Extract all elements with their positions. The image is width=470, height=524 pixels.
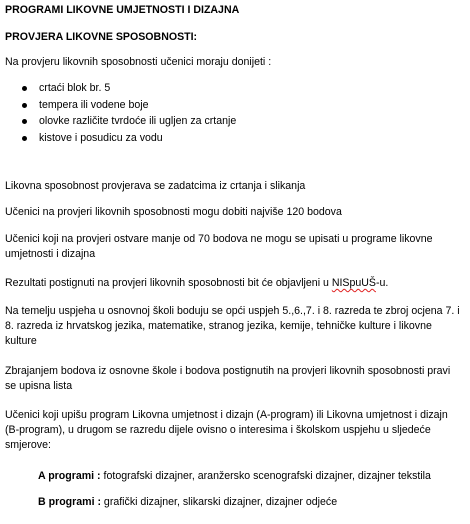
program-a-line: A programi : fotografski dizajner, aranžersko scenografski dizajner, dizajner tekstila (38, 470, 431, 482)
paragraph: Zbrajanjem bodova iz osnovne škole i bodova postignutih na provjeri likovnih sposobnosti pravi se upisna lista (5, 365, 451, 392)
paragraph: Učenici na provjeri likovnih sposobnosti mogu dobiti najviše 120 bodova (5, 206, 342, 218)
document-title: PROGRAMI LIKOVNE UMJETNOSTI I DIZAJNA (5, 4, 240, 16)
paragraph: Likovna sposobnost provjerava se zadatcima iz crtanja i slikanja (5, 180, 306, 192)
results-paragraph: Rezultati postignuti na provjeri likovnih sposobnosti bit će objavljeni u NISpuUŠ-u. (5, 277, 389, 289)
list-item: tempera ili vodene boje (5, 97, 236, 114)
program-b-label: B programi : (38, 496, 101, 508)
paragraph: Učenici koji upišu program Likovna umjetnost i dizajn (A-program) ili Likovna umjetnost i dizajn (B-program), u drugom se razredu dijele ovisno o interesima i školskom uspjehu u sljedeće smjerove: (5, 409, 448, 451)
section-heading: PROVJERA LIKOVNE SPOSOBNOSTI: (5, 31, 198, 43)
intro-paragraph: Na provjeru likovnih sposobnosti učenici moraju donijeti : (5, 56, 272, 68)
nispuus-term: NISpuUŠ (331, 277, 376, 289)
list-item: olovke različite tvrdoće ili ugljen za crtanje (5, 113, 236, 130)
required-items-list (5, 80, 236, 146)
bullet-icon (22, 86, 27, 91)
list-item: crtaći blok br. 5 (5, 80, 236, 97)
bullet-icon (22, 119, 27, 124)
paragraph: Učenici koji na provjeri ostvare manje od 70 bodova ne mogu se upisati u programe likovne umjetnosti i dizajna (5, 233, 433, 260)
bullet-icon (22, 103, 27, 108)
bullet-icon (22, 136, 27, 141)
paragraph: Na temelju uspjeha u osnovnoj školi boduju se opći uspjeh 5.,6.,7. i 8. razreda te zbroj ocjena 7. i 8. razreda iz hrvatskog jezika, matematike, stranog jezika, kemije, tehničke kulture i likovne kulture (5, 305, 460, 347)
program-a-label: A programi : (38, 470, 101, 482)
program-b-line: B programi : grafički dizajner, slikarski dizajner, dizajner odjeće (38, 496, 338, 508)
list-item: kistove i posudicu za vodu (5, 130, 236, 147)
